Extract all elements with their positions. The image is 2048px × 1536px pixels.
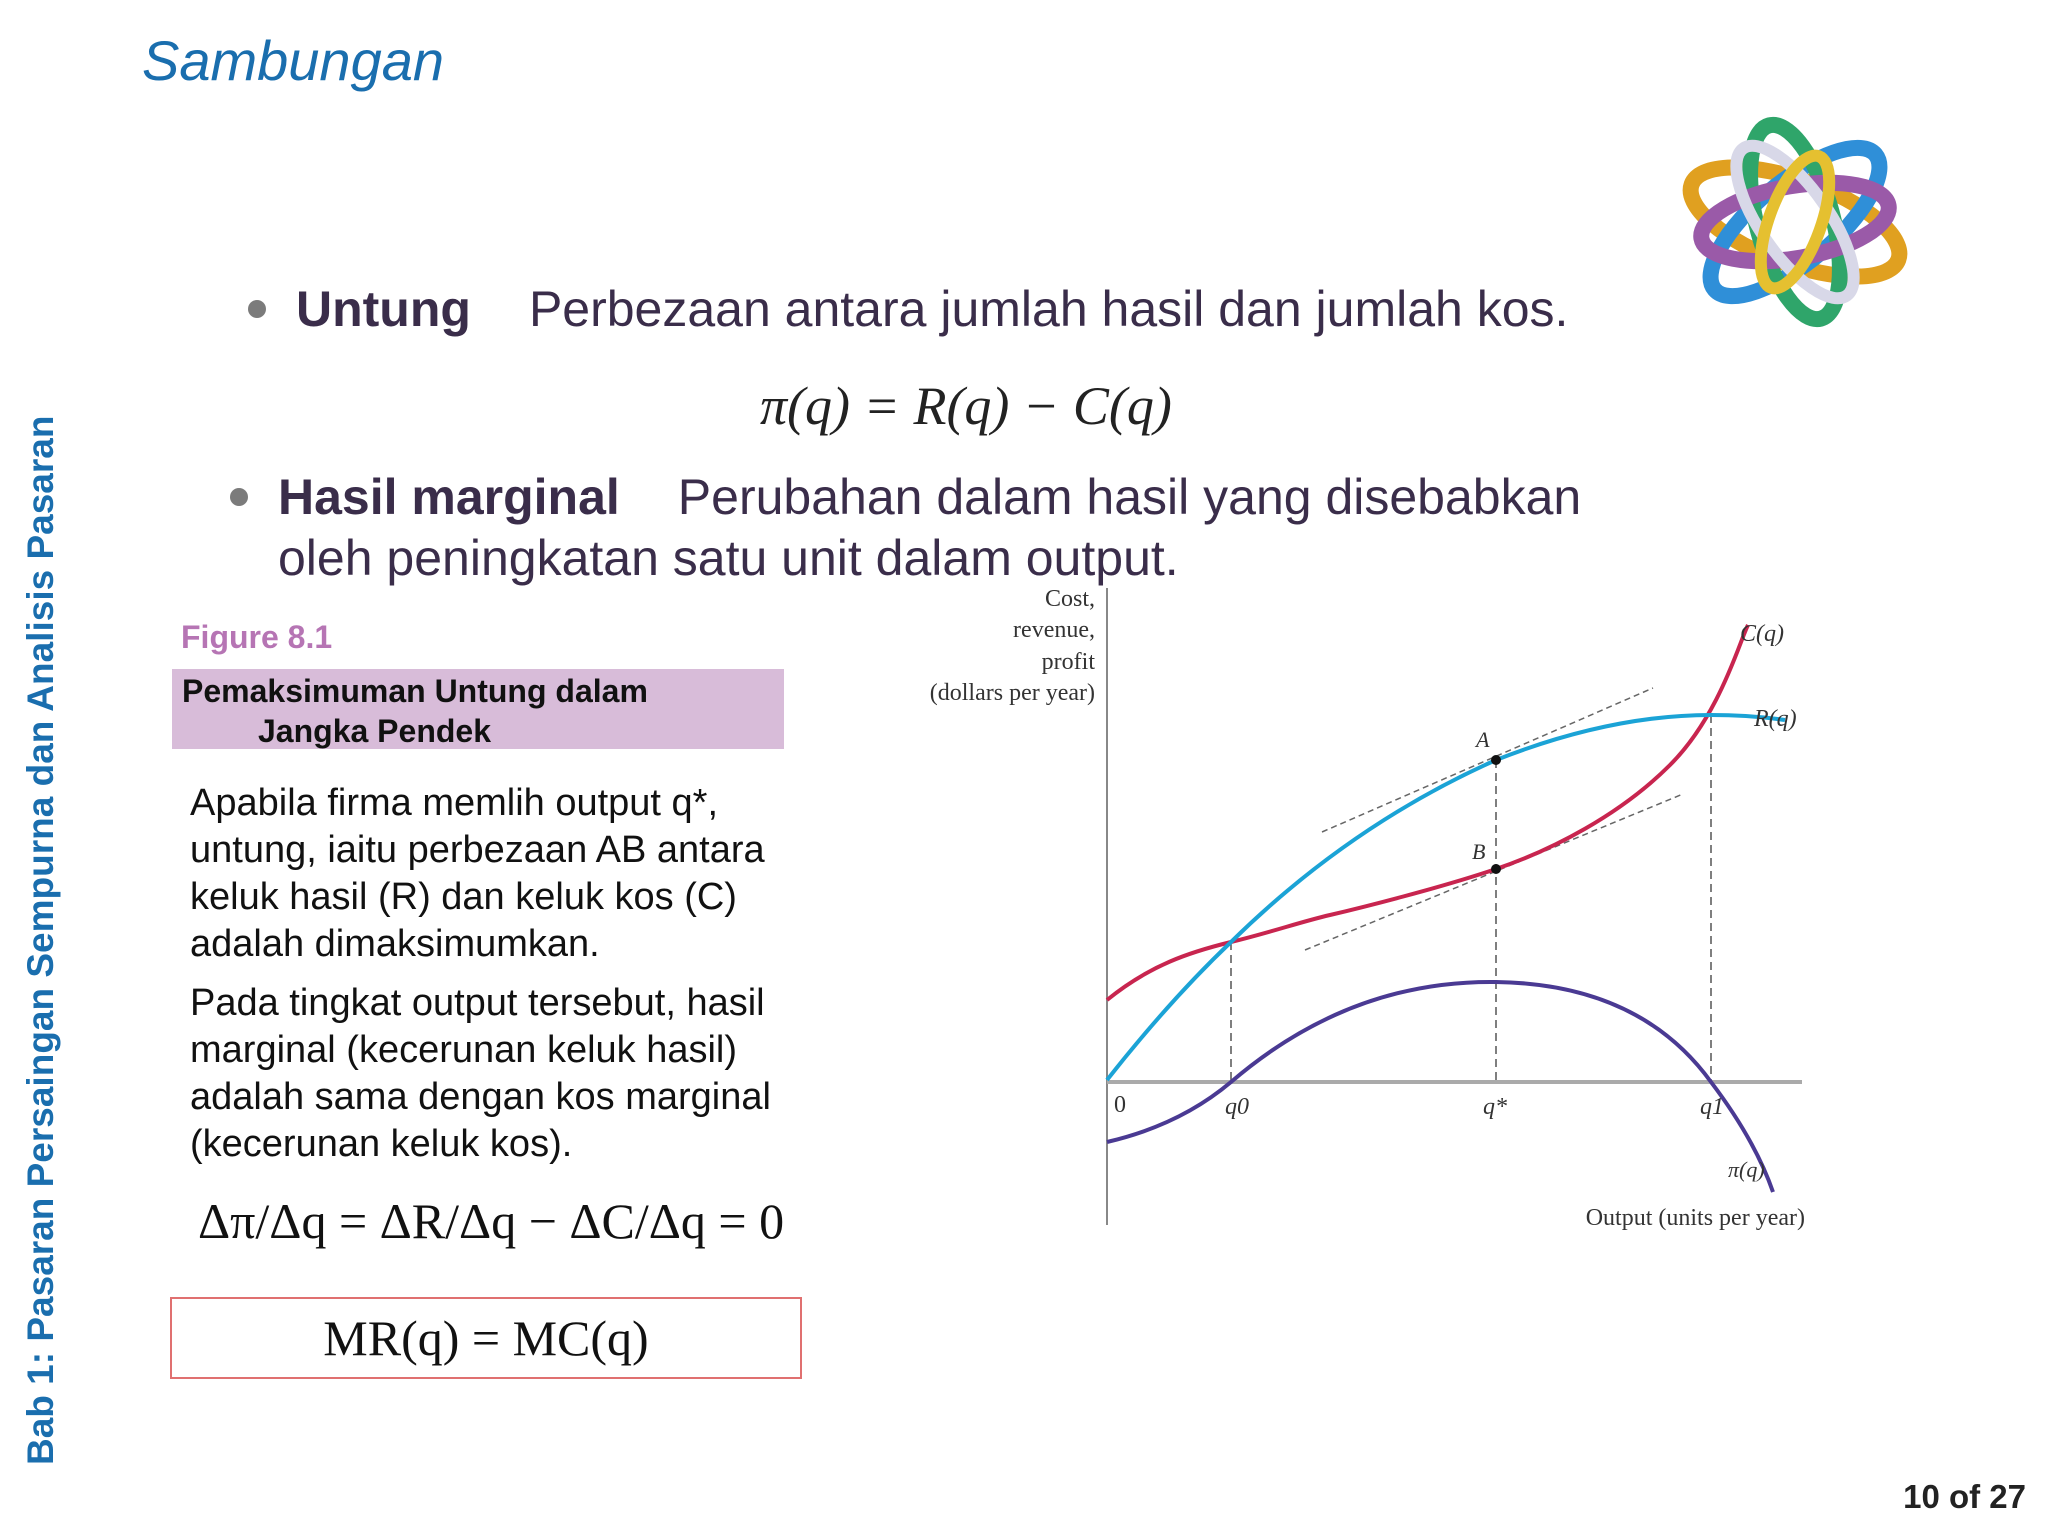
bullet-profit	[248, 280, 1568, 338]
desc-line: marginal (kecerunan keluk hasil)	[190, 1029, 738, 1071]
figure-description	[190, 780, 830, 1168]
tangent-at-A	[1322, 688, 1653, 832]
chapter-title: Bab 1: Pasaran Persaingan Sempurna dan Analisis Pasaran	[20, 415, 61, 1465]
y-axis-label-line: profit	[1041, 649, 1095, 675]
x-tick-label: 0	[1114, 1092, 1126, 1118]
page-number: 10 of 27	[1903, 1478, 2026, 1515]
desc-line: adalah sama dengan kos marginal	[190, 1076, 771, 1118]
bullet-text-continued: oleh peningkatan satu unit dalam output.	[278, 530, 1179, 586]
point-A	[1491, 755, 1501, 765]
slide-title: Sambungan	[142, 29, 445, 92]
bullet-term: Hasil marginal	[278, 469, 620, 525]
figure-label: Figure 8.1	[181, 619, 333, 655]
profit-maximization-chart	[880, 580, 1820, 1240]
y-axis-label-line: Cost,	[1044, 586, 1095, 612]
figure-title	[172, 669, 784, 749]
cost-curve	[1107, 625, 1748, 1000]
desc-line: keluk hasil (R) dan keluk kos (C)	[190, 876, 737, 918]
bullet-dot-icon	[230, 488, 248, 506]
y-axis-label-line: (dollars per year)	[929, 680, 1095, 706]
cost-curve-label: C(q)	[1740, 621, 1784, 647]
desc-line: untung, iaitu perbezaan AB antara	[190, 829, 765, 871]
revenue-curve-label: R(q)	[1754, 706, 1797, 732]
rings-logo	[1655, 92, 1935, 352]
x-tick-label: q1	[1700, 1094, 1724, 1120]
point-B-label: B	[1472, 839, 1486, 864]
mr-equals-mc-box	[170, 1297, 802, 1379]
bullet-term: Untung	[296, 281, 471, 337]
x-tick-label: q*	[1483, 1094, 1507, 1120]
profit-curve	[1107, 982, 1773, 1192]
bullet-marginal-revenue	[230, 468, 1581, 526]
desc-line: Pada tingkat output tersebut, hasil	[190, 982, 765, 1024]
y-axis-label-line: revenue,	[1013, 617, 1095, 643]
desc-line: (kecerunan keluk kos).	[190, 1123, 573, 1165]
figure-title-line1: Pemaksimuman Untung dalam	[182, 673, 648, 709]
mr-equation: MR(q) = MC(q)	[323, 1310, 649, 1366]
bullet-text: Perubahan dalam hasil yang disebabkan	[677, 469, 1582, 525]
figure-title-line2: Jangka Pendek	[258, 713, 491, 749]
bullet-dot-icon	[248, 300, 266, 318]
point-A-label: A	[1476, 727, 1490, 752]
profit-curve-label: π(q)	[1728, 1157, 1765, 1182]
point-B	[1491, 864, 1501, 874]
desc-line: Apabila firma memlih output q*,	[190, 782, 719, 824]
x-axis-label: Output (units per year)	[1585, 1205, 1805, 1231]
profit-formula: π(q) = R(q) − C(q)	[760, 376, 1172, 436]
revenue-curve	[1107, 715, 1785, 1080]
desc-line: adalah dimaksimumkan.	[190, 923, 600, 965]
delta-equation: Δπ/Δq = ΔR/Δq − ΔC/Δq = 0	[198, 1193, 785, 1249]
x-tick-label: q0	[1225, 1094, 1249, 1120]
bullet-text: Perbezaan antara jumlah hasil dan jumlah kos.	[528, 281, 1569, 337]
